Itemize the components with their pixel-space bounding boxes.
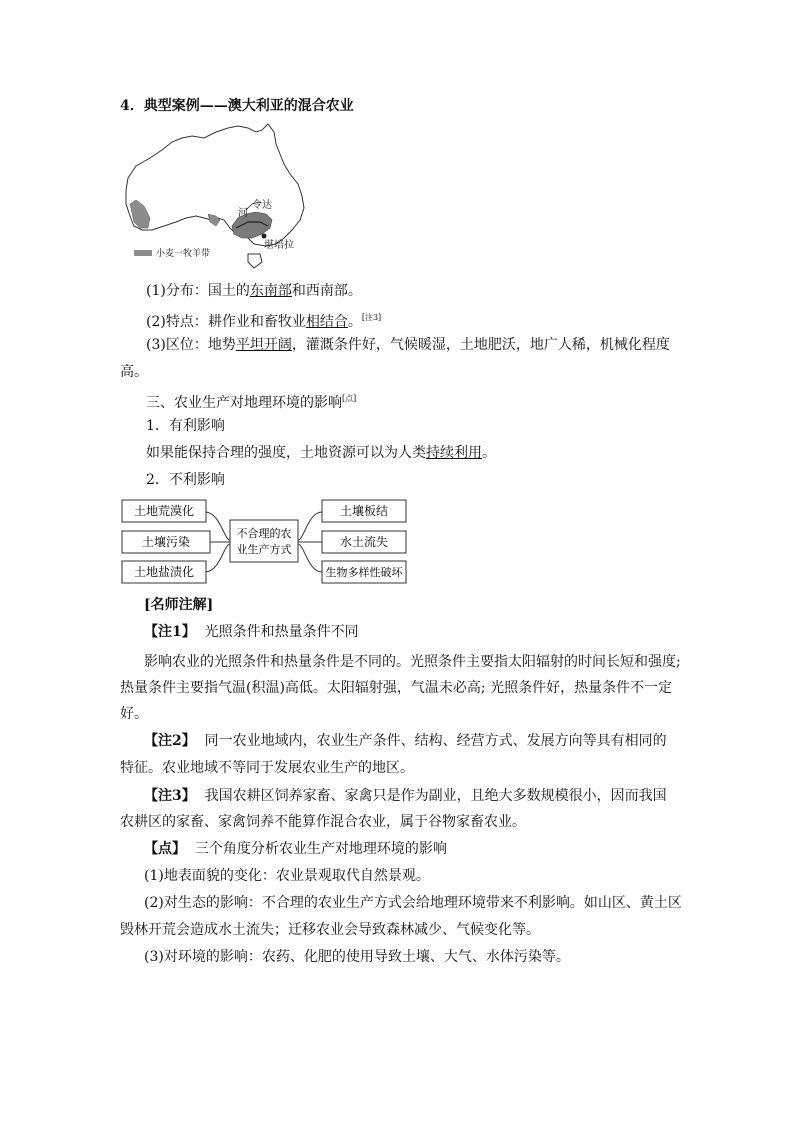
case-feature: (2)特点：耕作业和畜牧业相结合。[注3]	[146, 313, 382, 330]
note-1-line-3: 好。	[120, 706, 148, 722]
center-box-line-1: 不合理的农	[236, 527, 292, 540]
right-box-2: 水土流失	[339, 535, 389, 549]
point-2-line-2: 毁林开荒会造成水土流失；迁移农业会导致森林减少、气候变化等。	[120, 922, 540, 938]
note-3-marker: [注3]	[361, 313, 382, 322]
note-2-line-1: 【注2】 同一农业地域内，农业生产条件、结构、经营方式、发展方向等具有相同的	[144, 733, 667, 749]
impact-diagram	[120, 496, 420, 588]
point-1: (1)地表面貌的变化：农业景观取代自然景观。	[144, 868, 430, 884]
case-heading: 4．典型案例——澳大利亚的混合农业	[120, 98, 354, 114]
case-location: (3)区位：地势平坦开阔，灌溉条件好，气候暖湿，土地肥沃，地广人稀，机械化程度	[146, 337, 670, 353]
map-legend-label: 小麦一牧羊带	[156, 249, 211, 259]
right-box-3: 生物多样性破坏	[325, 566, 403, 579]
note-1-line-1: 影响农业的光照条件和热量条件是不同的。光照条件主要指太阳辐射的时间长短和强度;	[144, 654, 681, 670]
point-3: (3)对环境的影响：农药、化肥的使用导致土壤、大气、水体污染等。	[144, 949, 570, 965]
map-label-river-1: 河	[238, 208, 248, 219]
map-label-city: 堪培拉	[264, 240, 294, 251]
case-location-cont: 高。	[120, 364, 148, 380]
notes-header: [名师注解]	[144, 597, 214, 613]
left-box-2: 土壤污染	[141, 535, 191, 549]
point-2-line-1: (2)对生态的影响：不合理的农业生产方式会给地理环境带来不利影响。如山区、黄土区	[144, 895, 682, 911]
note-3-line-2: 农耕区的家畜、家禽饲养不能算作混合农业，属于谷物家畜农业。	[120, 814, 526, 830]
note-1-title: 【注1】 光照条件和热量条件不同	[144, 624, 359, 640]
right-box-1: 土壤板结	[339, 504, 389, 518]
map-label-river-2: 令达	[252, 200, 272, 211]
point-title: 【点】 三个角度分析农业生产对地理环境的影响	[144, 841, 447, 857]
center-box-line-2: 业生产方式	[236, 543, 292, 556]
left-box-3: 土地盐渍化	[133, 565, 195, 579]
note-3-line-1: 【注3】 我国农耕区饲养家畜、家禽只是作为副业，且绝大多数规模很小，因而我国	[144, 788, 667, 804]
left-box-1: 土地荒漠化	[133, 504, 195, 518]
favorable-text: 如果能保持合理的强度，土地资源可以为人类持续利用。	[146, 445, 496, 461]
note-1-line-2: 热量条件主要指气温(积温)高低。太阳辐射强，气温未必高; 光照条件好，热量条件不一定	[120, 680, 673, 696]
note-2-line-2: 特征。农业地域不等同于发展农业生产的地区。	[120, 760, 414, 776]
case-distribution: (1)分布：国土的东南部和西南部。	[146, 283, 362, 299]
unfavorable-title: 2．不利影响	[146, 472, 225, 488]
section3-heading: 三、农业生产对地理环境的影响[点]	[146, 394, 357, 411]
australia-map	[120, 122, 310, 274]
favorable-title: 1．有利影响	[146, 418, 225, 434]
